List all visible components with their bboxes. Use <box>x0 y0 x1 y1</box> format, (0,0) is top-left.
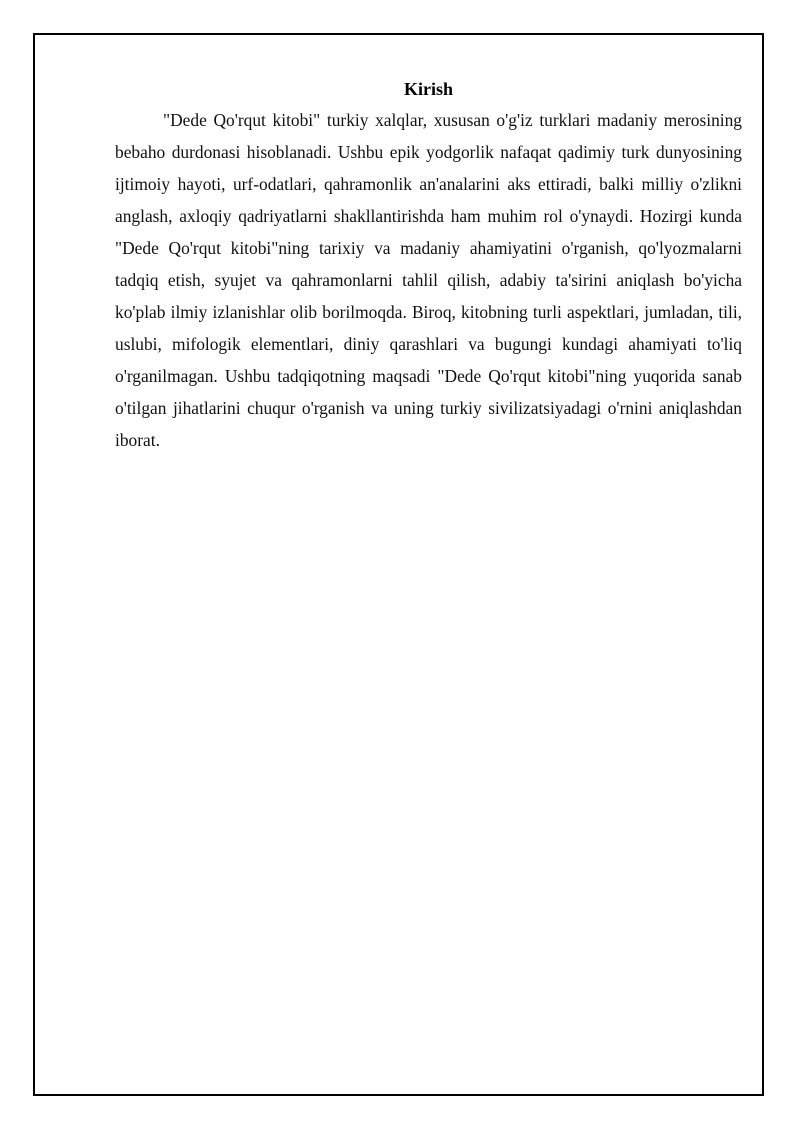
section-heading: Kirish <box>403 79 453 99</box>
document-content <box>115 76 742 456</box>
body-paragraph: "Dede Qo'rqut kitobi" turkiy xalqlar, xususan o'g'iz turklari madaniy merosining bebaho durdonasi hisoblanadi. Ushbu epik yodgorlik nafaqat qadimiy turk dunyosining ijtimoiy hayoti, urf-odatlari, qahramonlik an'analarini aks ettiradi, balki milliy o'zlikni anglash, axloqiy qadriyatlarni shakllantirishda ham muhim rol o'ynaydi. Hozirgi kunda "Dede Qo'rqut kitobi"ning tarixiy va madaniy ahamiyatini o'rganish, qo'lyozmalarni tadqiq etish, syujet va qahramonlarni tahlil qilish, adabiy ta'sirini aniqlash bo'yicha ko'plab ilmiy izlanishlar olib borilmoqda. Biroq, kitobning turli aspektlari, jumladan, tili, uslubi, mifologik elementlari, diniy qarashlari va bugungi kundagi ahamiyati to'liq o'rganilmagan. Ushbu tadqiqotning maqsadi "Dede Qo'rqut kitobi"ning yuqorida sanab o'tilgan jihatlarini chuqur o'rganish va uning turkiy sivilizatsiyadagi o'rnini aniqlashdan iborat. <box>115 110 742 450</box>
